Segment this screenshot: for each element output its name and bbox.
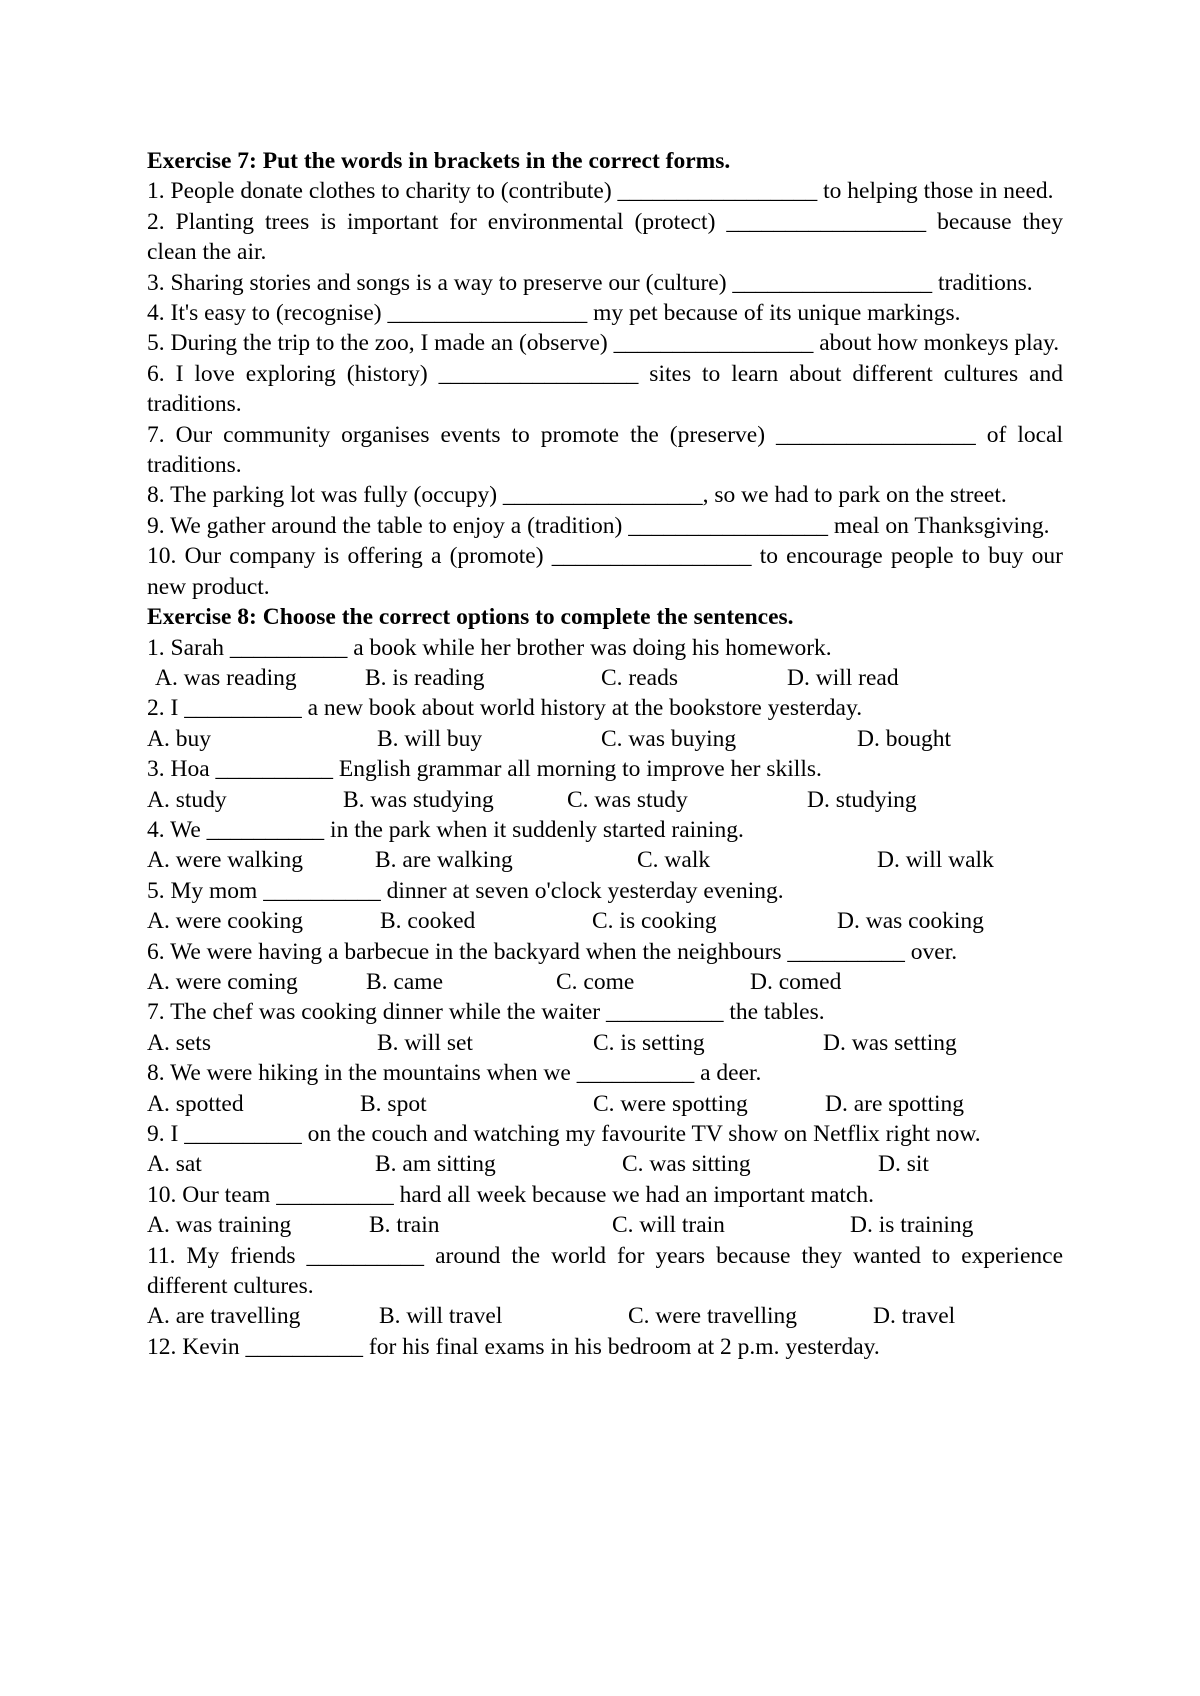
ex7-question-4: 4. It's easy to (recognise) _________________ my pet because of its unique markings. bbox=[147, 300, 961, 327]
ex7-question-2: 2. Planting trees is important for environmental (protect) _________________ because they clean the air. bbox=[147, 208, 1063, 266]
ex8-question-12: 12. Kevin __________ for his final exams in his bedroom at 2 p.m. yesterday. bbox=[147, 1333, 880, 1360]
option-a: A. were coming bbox=[147, 968, 298, 995]
ex8-question-4: 4. We __________ in the park when it suddenly started raining. bbox=[147, 816, 744, 843]
option-d: D. comed bbox=[750, 968, 842, 995]
ex8-question-2: 2. I __________ a new book about world history at the bookstore yesterday. bbox=[147, 695, 863, 722]
option-d: D. was setting bbox=[823, 1029, 957, 1056]
option-a: A. was reading bbox=[155, 664, 297, 691]
option-a: A. sets bbox=[147, 1029, 211, 1056]
option-a: A. are travelling bbox=[147, 1303, 301, 1330]
ex7-question-9: 9. We gather around the table to enjoy a (tradition) _________________ meal on Thanksgiving. bbox=[147, 512, 1050, 539]
option-b: B. are walking bbox=[375, 847, 513, 874]
option-a: A. sat bbox=[147, 1151, 202, 1178]
ex8-options-8 bbox=[147, 1089, 1063, 1119]
exercise-7-title: Exercise 7: Put the words in brackets in the correct forms. bbox=[147, 148, 731, 174]
option-c: C. is setting bbox=[593, 1029, 705, 1056]
ex7-question-3: 3. Sharing stories and songs is a way to preserve our (culture) _________________ traditions. bbox=[147, 269, 1033, 296]
option-b: B. spot bbox=[360, 1090, 427, 1117]
option-c: C. reads bbox=[601, 664, 679, 691]
ex8-options-11 bbox=[147, 1301, 1063, 1331]
option-c: C. were spotting bbox=[593, 1090, 748, 1117]
ex8-options-3 bbox=[147, 785, 1063, 815]
option-c: C. is cooking bbox=[592, 908, 717, 935]
ex8-options-5 bbox=[147, 906, 1063, 936]
ex8-options-1 bbox=[147, 663, 1063, 693]
exercise-8-title: Exercise 8: Choose the correct options to complete the sentences. bbox=[147, 604, 794, 631]
option-d: D. are spotting bbox=[825, 1090, 965, 1117]
option-a: A. buy bbox=[147, 725, 211, 752]
option-b: B. train bbox=[369, 1212, 440, 1239]
option-b: B. came bbox=[366, 968, 443, 995]
ex8-question-6: 6. We were having a barbecue in the backyard when the neighbours __________ over. bbox=[147, 938, 958, 965]
option-d: D. sit bbox=[878, 1151, 929, 1178]
option-b: B. am sitting bbox=[375, 1151, 496, 1178]
option-b: B. will set bbox=[377, 1029, 473, 1056]
option-d: D. bought bbox=[857, 725, 951, 752]
option-b: B. will travel bbox=[379, 1303, 503, 1330]
option-a: A. were cooking bbox=[147, 908, 303, 935]
option-c: C. was study bbox=[567, 786, 688, 813]
ex7-question-1: 1. People donate clothes to charity to (contribute) _________________ to helping those in need. bbox=[147, 178, 1054, 205]
option-d: D. will walk bbox=[877, 847, 994, 874]
ex8-question-11: 11. My friends __________ around the world for years because they wanted to experience different cultures. bbox=[147, 1242, 1063, 1300]
option-a: A. were walking bbox=[147, 847, 303, 874]
ex7-question-8: 8. The parking lot was fully (occupy) _________________, so we had to park on the street. bbox=[147, 482, 1007, 509]
ex8-options-2 bbox=[147, 724, 1063, 754]
option-a: A. study bbox=[147, 786, 227, 813]
worksheet-page bbox=[147, 146, 1063, 1362]
ex8-question-1: 1. Sarah __________ a book while her brother was doing his homework. bbox=[147, 634, 832, 661]
option-d: D. was cooking bbox=[837, 908, 984, 935]
ex8-options-10 bbox=[147, 1210, 1063, 1240]
ex8-question-9: 9. I __________ on the couch and watching my favourite TV show on Netflix right now. bbox=[147, 1121, 981, 1147]
ex8-question-8: 8. We were hiking in the mountains when we __________ a deer. bbox=[147, 1060, 762, 1087]
option-d: D. travel bbox=[873, 1303, 956, 1330]
option-c: C. was buying bbox=[601, 725, 737, 752]
ex8-question-5: 5. My mom __________ dinner at seven o'clock yesterday evening. bbox=[147, 877, 784, 904]
ex8-options-7 bbox=[147, 1028, 1063, 1058]
ex7-question-6: 6. I love exploring (history) _________________ sites to learn about different cultures and traditions. bbox=[147, 360, 1063, 418]
ex8-question-7: 7. The chef was cooking dinner while the waiter __________ the tables. bbox=[147, 999, 825, 1026]
option-c: C. come bbox=[556, 968, 635, 995]
option-c: C. will train bbox=[612, 1212, 725, 1239]
option-b: B. cooked bbox=[380, 908, 476, 935]
ex8-question-3: 3. Hoa __________ English grammar all morning to improve her skills. bbox=[147, 756, 822, 783]
ex7-question-5: 5. During the trip to the zoo, I made an (observe) _________________ about how monkeys play. bbox=[147, 330, 1060, 357]
option-d: D. will read bbox=[787, 664, 899, 691]
ex7-question-10: 10. Our company is offering a (promote) _________________ to encourage people to buy our new product. bbox=[147, 543, 1063, 600]
option-d: D. studying bbox=[807, 786, 917, 813]
option-c: C. walk bbox=[637, 847, 711, 874]
ex8-options-6 bbox=[147, 967, 1063, 997]
ex8-options-4 bbox=[147, 845, 1063, 875]
ex8-question-10: 10. Our team __________ hard all week because we had an important match. bbox=[147, 1181, 874, 1208]
option-b: B. is reading bbox=[365, 664, 485, 691]
option-d: D. is training bbox=[850, 1212, 974, 1239]
option-a: A. was training bbox=[147, 1212, 292, 1239]
option-c: C. were travelling bbox=[628, 1303, 798, 1330]
option-b: B. will buy bbox=[377, 725, 483, 752]
option-c: C. was sitting bbox=[622, 1151, 751, 1178]
option-a: A. spotted bbox=[147, 1090, 244, 1117]
ex8-options-9 bbox=[147, 1149, 1063, 1179]
ex7-question-7: 7. Our community organises events to promote the (preserve) _________________ of local traditions. bbox=[147, 421, 1063, 479]
option-b: B. was studying bbox=[343, 786, 494, 813]
